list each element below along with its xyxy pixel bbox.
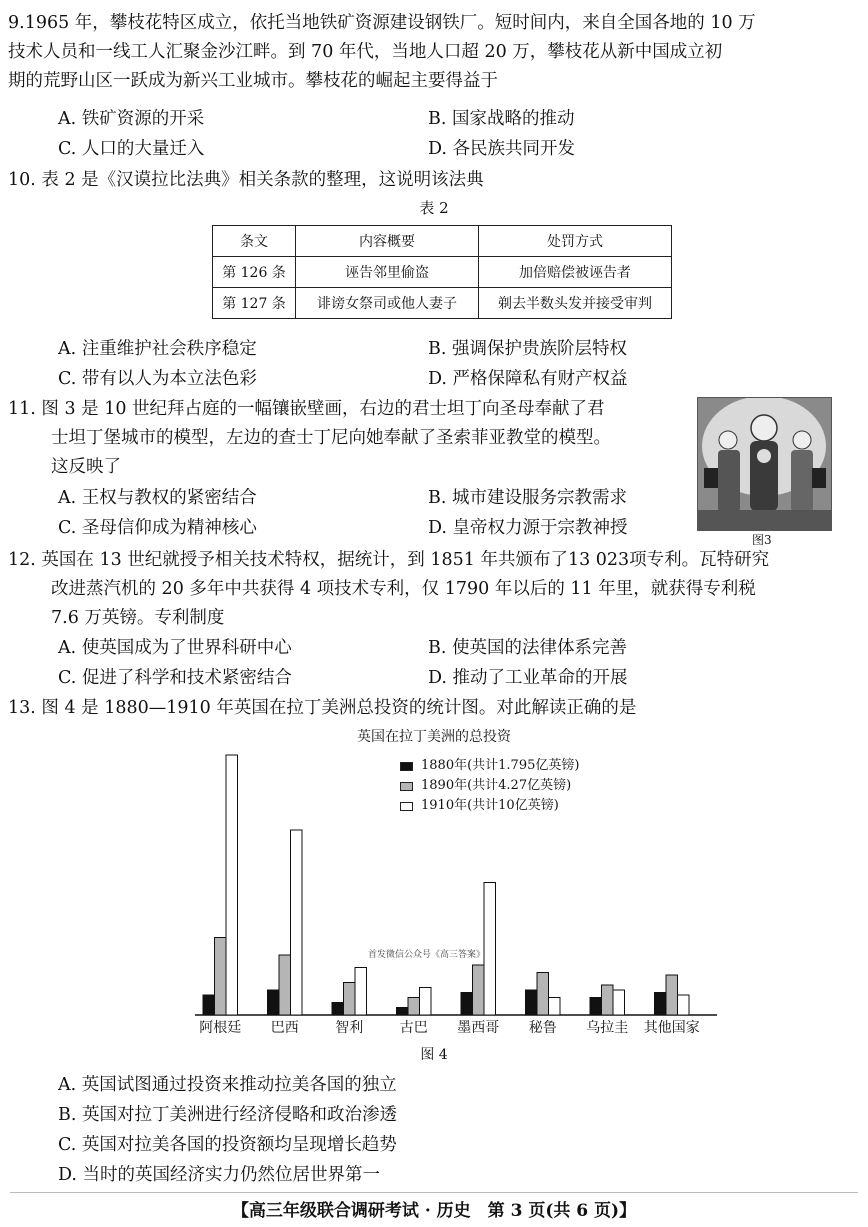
legend-label: 1880年(共计1.795亿英镑) <box>421 758 580 773</box>
bar <box>268 990 280 1015</box>
bar <box>420 988 432 1016</box>
table-cell: 第 126 条 <box>213 257 296 288</box>
x-tick-label: 智利 <box>335 1020 364 1036</box>
q11-line-3: 这反映了 <box>51 457 121 477</box>
q12-option-b: B. 使英国的法律体系完善 <box>428 638 627 658</box>
bar <box>226 755 238 1015</box>
x-tick-label: 其他国家 <box>643 1020 700 1036</box>
q13-option-d: D. 当时的英国经济实力仍然位居世界第一 <box>58 1165 381 1185</box>
x-tick-label: 巴西 <box>270 1020 299 1036</box>
chart-title: 英国在拉丁美洲的总投资 <box>357 729 511 745</box>
q11-option-a: A. 王权与教权的紧密结合 <box>58 488 257 508</box>
bar <box>678 995 690 1015</box>
footer-divider <box>10 1192 858 1193</box>
page-footer: 【高三年级联合调研考试 · 历史 第 3 页(共 6 页)】 <box>231 1201 637 1221</box>
q10-option-a: A. 注重维护社会秩序稳定 <box>58 339 257 359</box>
legend-label: 1910年(共计10亿英镑) <box>421 798 559 813</box>
q12-line-3: 7.6 万英镑。专利制度 <box>51 608 225 628</box>
bar <box>215 938 227 1016</box>
watermark-text: 首发微信公众号《高三答案》 <box>368 950 486 960</box>
q9-line-3: 期的荒野山区一跃成为新兴工业城市。攀枝花的崛起主要得益于 <box>8 71 498 91</box>
q12-option-d: D. 推动了工业革命的开展 <box>428 668 628 688</box>
q11-option-b: B. 城市建设服务宗教需求 <box>428 488 627 508</box>
q12-line-1: 12. 英国在 13 世纪就授予相关技术特权，据统计，到 1851 年共颁布了13 023项专利。瓦特研究 <box>8 550 770 570</box>
table-cell: 诽谤女祭司或他人妻子 <box>296 288 479 319</box>
legend-label: 1890年(共计4.27亿英镑) <box>421 778 572 793</box>
bar <box>397 1008 409 1016</box>
q9-line-2: 技术人员和一线工人汇聚金沙江畔。到 70 年代，当地人口超 20 万，攀枝花从新中国成立初 <box>8 42 723 62</box>
bar <box>590 998 602 1016</box>
bar <box>537 973 549 1016</box>
x-tick-label: 秘鲁 <box>528 1020 557 1036</box>
bar <box>291 830 303 1015</box>
bar <box>203 995 215 1015</box>
q12-line-2: 改进蒸汽机的 20 多年中共获得 4 项技术专利，仅 1790 年以后的 11 年里，就获得专利税 <box>51 579 756 599</box>
q9-option-d: D. 各民族共同开发 <box>428 139 576 159</box>
q11-line-1: 11. 图 3 是 10 世纪拜占庭的一幅镶嵌壁画，右边的君士坦丁向圣母奉献了君 <box>8 399 605 419</box>
figure-4-caption: 图 4 <box>420 1047 448 1063</box>
bar <box>461 993 473 1016</box>
q9-line-1: 9.1965 年，攀枝花特区成立，依托当地铁矿资源建设钢铁厂。短时间内，来自全国各地的 10 万 <box>8 13 756 33</box>
table-header: 内容概要 <box>296 226 479 257</box>
table-2-title: 表 2 <box>419 199 449 217</box>
q13-option-b: B. 英国对拉丁美洲进行经济侵略和政治渗透 <box>58 1105 397 1125</box>
q12-option-c: C. 促进了科学和技术紧密结合 <box>58 668 292 688</box>
table-header: 条文 <box>213 226 296 257</box>
q10-option-d: D. 严格保障私有财产权益 <box>428 369 628 389</box>
q13-option-a: A. 英国试图通过投资来推动拉美各国的独立 <box>58 1075 397 1095</box>
bar <box>526 990 538 1015</box>
q10-option-b: B. 强调保护贵族阶层特权 <box>428 339 627 359</box>
bar <box>344 983 356 1016</box>
x-tick-label: 阿根廷 <box>199 1020 242 1036</box>
bar <box>549 998 561 1016</box>
x-tick-label: 墨西哥 <box>457 1020 500 1036</box>
x-tick-label: 古巴 <box>399 1020 428 1036</box>
table-cell: 第 127 条 <box>213 288 296 319</box>
table-cell: 加倍赔偿被诬告者 <box>479 257 672 288</box>
table-cell: 诬告邻里偷盗 <box>296 257 479 288</box>
q11-line-2: 士坦丁堡城市的模型，左边的查士丁尼向她奉献了圣索菲亚教堂的模型。 <box>51 428 611 448</box>
bar <box>613 990 625 1015</box>
bar <box>473 965 485 1015</box>
x-tick-label: 乌拉圭 <box>586 1020 629 1036</box>
bar <box>666 975 678 1015</box>
bar <box>279 955 291 1015</box>
bar <box>355 968 367 1016</box>
bar <box>602 985 614 1015</box>
q9-option-a: A. 铁矿资源的开采 <box>58 109 205 129</box>
table-cell: 剃去半数头发并接受审判 <box>479 288 672 319</box>
q13-stem: 13. 图 4 是 1880—1910 年英国在拉丁美洲总投资的统计图。对此解读正确的是 <box>8 698 637 718</box>
q10-stem: 10. 表 2 是《汉谟拉比法典》相关条款的整理，这说明该法典 <box>8 170 484 190</box>
bar <box>655 993 667 1016</box>
figure-3-caption: 图3 <box>752 533 772 547</box>
q12-option-a: A. 使英国成为了世界科研中心 <box>58 638 292 658</box>
bar <box>332 1003 344 1016</box>
q10-option-c: C. 带有以人为本立法色彩 <box>58 369 257 389</box>
bar <box>484 883 496 1016</box>
q11-option-d: D. 皇帝权力源于宗教神授 <box>428 518 628 538</box>
q11-option-c: C. 圣母信仰成为精神核心 <box>58 518 257 538</box>
q9-option-b: B. 国家战略的推动 <box>428 109 575 129</box>
q13-option-c: C. 英国对拉美各国的投资额均呈现增长趋势 <box>58 1135 397 1155</box>
table-header: 处罚方式 <box>479 226 672 257</box>
q9-option-c: C. 人口的大量迁入 <box>58 139 205 159</box>
bar <box>408 998 420 1016</box>
